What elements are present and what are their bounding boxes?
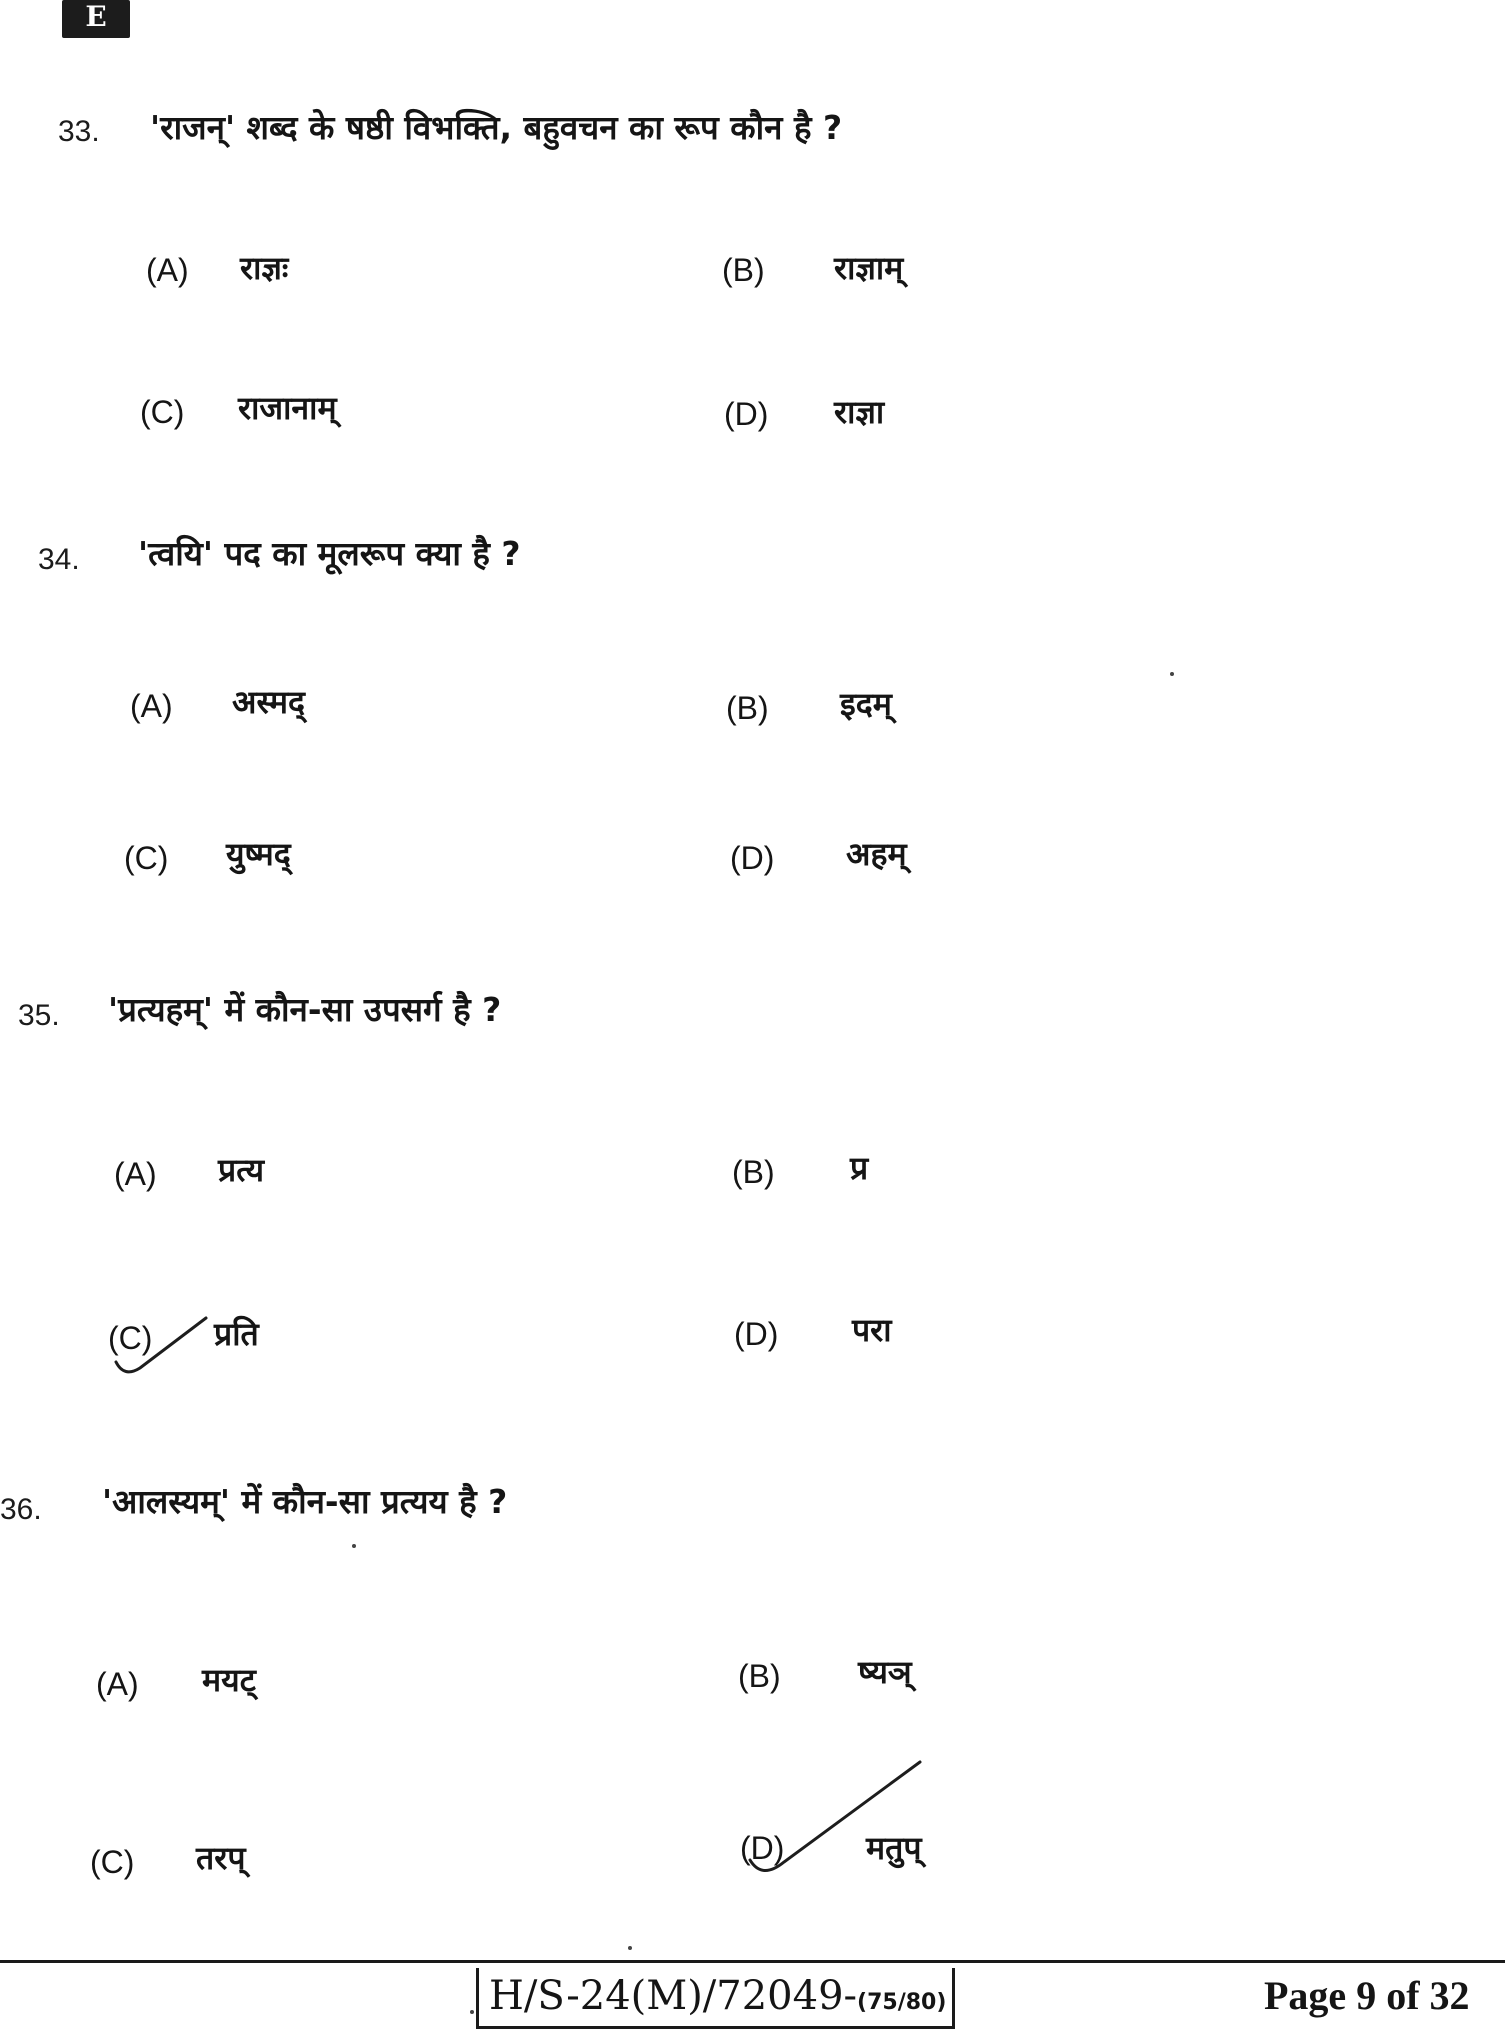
question-36-option-a-label[interactable]: (A) (96, 1666, 139, 1702)
paper-code (476, 1968, 955, 2029)
question-35-option-b-text[interactable]: प्र (850, 1149, 869, 1187)
question-33-option-b-text[interactable]: राज्ञाम् (834, 249, 904, 287)
question-36-option-b-text[interactable]: ष्यञ् (858, 1653, 912, 1691)
question-36-text: 'आलस्यम्' में कौन-सा प्रत्यय है ? (102, 1482, 508, 1521)
question-35-option-a-text[interactable]: प्रत्य (218, 1151, 265, 1189)
question-34-option-b-text[interactable]: इदम् (840, 685, 892, 723)
question-36-option-b-label[interactable]: (B) (738, 1658, 781, 1694)
question-33-option-a-label[interactable]: (A) (146, 252, 189, 288)
question-36-option-d-label[interactable]: (D) (740, 1830, 785, 1866)
question-34-option-b-label[interactable]: (B) (726, 690, 769, 726)
question-33-number: 33. (58, 115, 100, 148)
question-36-option-d-text[interactable]: मतुप् (866, 1829, 922, 1867)
scan-speck (628, 1946, 632, 1950)
page-number: Page 9 of 32 (1264, 1973, 1470, 2018)
question-36-number: 36. (0, 1493, 42, 1526)
question-36-option-c-label[interactable]: (C) (90, 1844, 135, 1880)
question-33-option-a-text[interactable]: राज्ञः (240, 249, 289, 287)
question-35-option-d-text[interactable]: परा (852, 1311, 892, 1349)
question-36-option-a-text[interactable]: मयट् (202, 1661, 256, 1699)
scan-speck (352, 1544, 356, 1548)
question-33-option-d-label[interactable]: (D) (724, 396, 769, 432)
question-33-option-c-text[interactable]: राजानाम् (238, 389, 337, 427)
paper-code-series: (75/80) (857, 1990, 947, 2015)
paper-code-main: H/S-24(M)/72049- (489, 1973, 858, 2019)
question-35-number: 35. (18, 999, 60, 1032)
question-34-option-d-label[interactable]: (D) (730, 840, 775, 876)
question-34-option-a-label[interactable]: (A) (130, 688, 173, 724)
question-34-text: 'त्वयि' पद का मूलरूप क्या है ? (138, 534, 521, 573)
question-33-option-b-label[interactable]: (B) (722, 252, 765, 288)
question-33-option-c-label[interactable]: (C) (140, 394, 185, 430)
question-35-option-d-label[interactable]: (D) (734, 1316, 779, 1352)
scan-speck (1170, 672, 1174, 676)
question-34-option-a-text[interactable]: अस्मद् (232, 683, 306, 721)
question-35-option-a-label[interactable]: (A) (114, 1156, 157, 1192)
footer-rule (0, 1960, 1505, 1963)
question-34-option-c-text[interactable]: युष्मद् (226, 835, 291, 873)
scan-speck (470, 2010, 474, 2014)
question-33-option-d-text[interactable]: राज्ञा (834, 393, 885, 431)
question-35-text: 'प्रत्यहम्' में कौन-सा उपसर्ग है ? (108, 990, 502, 1029)
question-34-number: 34. (38, 543, 80, 576)
question-35-option-b-label[interactable]: (B) (732, 1154, 775, 1190)
question-35-option-c-label[interactable]: (C) (108, 1320, 153, 1356)
question-33-text: 'राजन्' शब्द के षष्ठी विभक्ति, बहुवचन का रूप कौन है ? (150, 108, 843, 147)
question-34-option-c-label[interactable]: (C) (124, 840, 169, 876)
question-36-option-c-text[interactable]: तरप् (196, 1839, 246, 1877)
question-34-option-d-text[interactable]: अहम् (846, 835, 907, 873)
question-set-badge: E (62, 0, 130, 38)
question-35-option-c-text[interactable]: प्रति (214, 1315, 259, 1353)
